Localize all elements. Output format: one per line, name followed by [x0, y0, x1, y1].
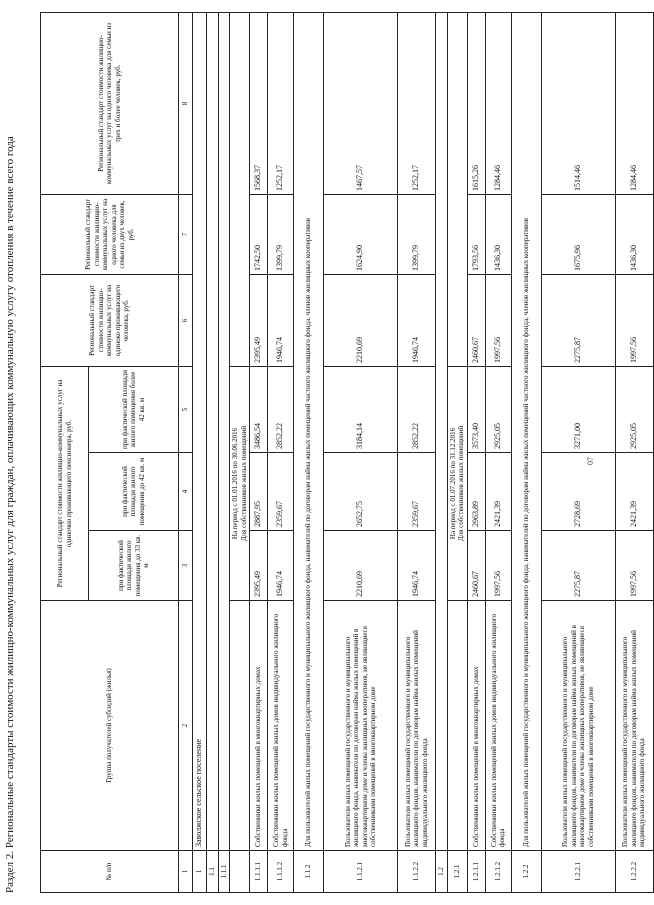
header-group: Группа получателей субсидий (жилья): [41, 601, 179, 851]
group-label: Для пользователей жилых помещений государственного и муниципального жилищного фонда, нанимателей по договорам найма жилых помещений частного жилищного фонда, членов жилищных кооперативов: [511, 12, 541, 850]
value-cell: 1514,46: [541, 12, 615, 194]
row-label: Пользователи жилых помещений государственного и муниципального жилищного фонда, наниматели по договорам найма жилых помещений в многоквартирном доме и члены жилищных кооперативов, не являющиеся собственниками помещений в многоквартирном доме: [324, 601, 398, 851]
period-dates: На период с 01.07.2016 по 31.12.2016: [448, 427, 457, 540]
table-row: [615, 12, 653, 892]
settlement-name: Заволжское сельское поселение: [193, 12, 207, 850]
value-cell: 2652,75: [324, 453, 398, 531]
empty-cell: [218, 12, 230, 850]
period-row: [218, 12, 230, 892]
value-cell: 3573,40: [467, 366, 485, 452]
owners-label: Для собственников жилых помещений: [239, 425, 248, 542]
value-cell: 2395,49: [250, 531, 268, 601]
value-cell: 1946,74: [398, 531, 436, 601]
value-cell: 1997,56: [485, 531, 511, 601]
value-cell: 2359,67: [268, 453, 294, 531]
group-row: [511, 12, 541, 892]
header-single: Региональный стандарт стоимости жилищно-коммунальных услуг на одиноко проживающего человека, руб.: [41, 274, 179, 366]
row-number: 1: [193, 851, 207, 893]
group-label: [436, 12, 448, 850]
empty-cell: [230, 851, 250, 893]
value-cell: 2210,69: [324, 531, 398, 601]
value-cell: 1675,96: [541, 194, 615, 274]
row-label: Собственники жилых помещений жилых домов индивидуального жилищного фонда: [268, 601, 294, 851]
group-row: [436, 12, 448, 892]
value-cell: 2963,89: [467, 453, 485, 531]
value-cell: 1399,79: [398, 194, 436, 274]
empty-cell: [230, 12, 250, 366]
row-label: Собственники жилых помещений в многоквартирных домах: [250, 601, 268, 851]
row-number: 1.1.2.2: [398, 851, 436, 893]
group-row: [294, 12, 324, 892]
row-number: 1.1.1.1: [250, 851, 268, 893]
empty-cell: [447, 12, 467, 366]
standards-table: [40, 12, 654, 893]
header-area-33: при фактической площади жилого помещения до 33 кв. м: [89, 531, 179, 601]
value-cell: 2925,05: [485, 366, 511, 452]
row-number: 1.2.1.1: [467, 851, 485, 893]
value-cell: 2395,49: [250, 274, 268, 366]
value-cell: 2460,67: [467, 274, 485, 366]
table-row: [250, 12, 268, 892]
value-cell: 2421,39: [615, 453, 653, 531]
value-cell: 1742,50: [250, 194, 268, 274]
value-cell: 1615,26: [467, 12, 485, 194]
value-cell: 3486,54: [250, 366, 268, 452]
period-label: [447, 366, 467, 600]
value-cell: 1284,46: [615, 12, 653, 194]
column-index: 3: [179, 531, 193, 601]
value-cell: 1946,74: [398, 274, 436, 366]
value-cell: 2887,95: [250, 453, 268, 531]
header-pensioner-group: Региональный стандарт стоимости жилищно-коммунальных услуг на одиночно проживающего пенсионера, руб.: [41, 366, 89, 600]
period-label-row: [230, 12, 250, 892]
value-cell: 1997,56: [615, 274, 653, 366]
table-row: [467, 12, 485, 892]
row-number: 1.1.2: [294, 851, 324, 893]
value-cell: 1467,57: [324, 12, 398, 194]
page-number: 07: [586, 457, 595, 465]
value-cell: 1946,74: [268, 531, 294, 601]
owners-label: Для собственников жилых помещений: [457, 425, 465, 542]
column-index: 1: [179, 851, 193, 893]
header-number: № п/п: [41, 851, 179, 893]
value-cell: 1997,56: [485, 274, 511, 366]
value-cell: 2852,22: [398, 366, 436, 452]
empty-cell: [447, 601, 467, 851]
value-cell: 2275,87: [541, 531, 615, 601]
column-index: 8: [179, 12, 193, 194]
period-label-row: [447, 12, 467, 892]
table-row: [268, 12, 294, 892]
empty-cell: [230, 601, 250, 851]
row-number: 1.2.2: [511, 851, 541, 893]
header-area-42: при фактической площади жилого помещения до 42 кв. м: [89, 453, 179, 531]
value-cell: 1946,74: [268, 274, 294, 366]
row-label: Пользователи жилых помещений государственного и муниципального жилищного фондов, наниматели по договорам найма жилых помещений индивидуального жилищного фонда: [615, 601, 653, 851]
section-title: Раздел 2. Региональные стандарты стоимости жилищно-коммунальных услуг для граждан, оплачивающих коммунальную услугу отопления в течение всего года: [4, 136, 16, 893]
header-three-person: Региональный стандарт стоимости жилищно-коммунальных услуг на одного человека для семьи из трех и более человек, руб.: [41, 12, 179, 194]
row-number: 1.1.1.2: [268, 851, 294, 893]
value-cell: 1252,17: [398, 12, 436, 194]
table-row: [541, 12, 615, 892]
row-number: 1.2.1: [447, 851, 467, 893]
value-cell: 2925,05: [615, 366, 653, 452]
row-number: 1.2: [436, 851, 448, 893]
value-cell: 1997,56: [615, 531, 653, 601]
column-index: 7: [179, 194, 193, 274]
header-area-over-42: при фактической площади жилого помещения более 42 кв. м: [89, 366, 179, 452]
table-row: [398, 12, 436, 892]
value-cell: 1399,79: [268, 194, 294, 274]
settlement-row: [193, 12, 207, 892]
value-cell: 3271,00: [541, 366, 615, 452]
column-index: 2: [179, 601, 193, 851]
table-row: [485, 12, 511, 892]
period-label: [230, 366, 250, 600]
subsection-row: [207, 12, 219, 892]
column-index-row: [179, 12, 193, 892]
value-cell: 2460,67: [467, 531, 485, 601]
value-cell: 1436,30: [615, 194, 653, 274]
row-number: 1.2.1.2: [485, 851, 511, 893]
row-number: 1.2.2.1: [541, 851, 615, 893]
value-cell: 2728,69: [541, 453, 615, 531]
row-number: 1.1.2.1: [324, 851, 398, 893]
row-number: 1.1.1: [218, 851, 230, 893]
period-dates: На период с 01.01.2016 по 30.06.2016: [231, 427, 239, 540]
empty-cell: [207, 12, 219, 850]
value-cell: 2210,69: [324, 274, 398, 366]
value-cell: 2359,67: [398, 453, 436, 531]
row-label: Пользователи жилых помещений государственного и муниципального жилищного фондов, наниматели по договорам найма жилых помещений индивидуального жилищного фонда: [398, 601, 436, 851]
header-two-person: Региональный стандарт стоимости жилищно-коммунальных услуг на одного человека для семьи из двух человек, руб.: [41, 194, 179, 274]
value-cell: 1793,56: [467, 194, 485, 274]
table-row: [324, 12, 398, 892]
column-index: 4: [179, 453, 193, 531]
value-cell: 1284,46: [485, 12, 511, 194]
column-index: 6: [179, 274, 193, 366]
value-cell: 2421,39: [485, 453, 511, 531]
row-label: Собственники жилых помещений жилых домов индивидуального жилищного фонда: [485, 601, 511, 851]
row-number: 1.1: [207, 851, 219, 893]
value-cell: 1624,90: [324, 194, 398, 274]
column-index: 5: [179, 366, 193, 452]
value-cell: 2275,87: [541, 274, 615, 366]
value-cell: 3184,14: [324, 366, 398, 452]
row-number: 1.2.2.2: [615, 851, 653, 893]
value-cell: 1568,37: [250, 12, 268, 194]
group-label: Для пользователей жилых помещений государственного и муниципального жилищного фонда, нанимателей по договорам найма жилых помещений частного жилищного фонда, членов жилищных кооперативов: [294, 12, 324, 850]
value-cell: 2852,22: [268, 366, 294, 452]
value-cell: 1252,17: [268, 12, 294, 194]
row-label: Пользователи жилых помещений государственного и муниципального жилищного фондов, наниматели по договорам найма жилых помещений в многоквартирном доме и члены жилищных кооперативов, не являющиеся собственниками помещений в многоквартирном доме: [541, 601, 615, 851]
value-cell: 1436,30: [485, 194, 511, 274]
row-label: Собственники жилых помещений в многоквартирных домах: [467, 601, 485, 851]
